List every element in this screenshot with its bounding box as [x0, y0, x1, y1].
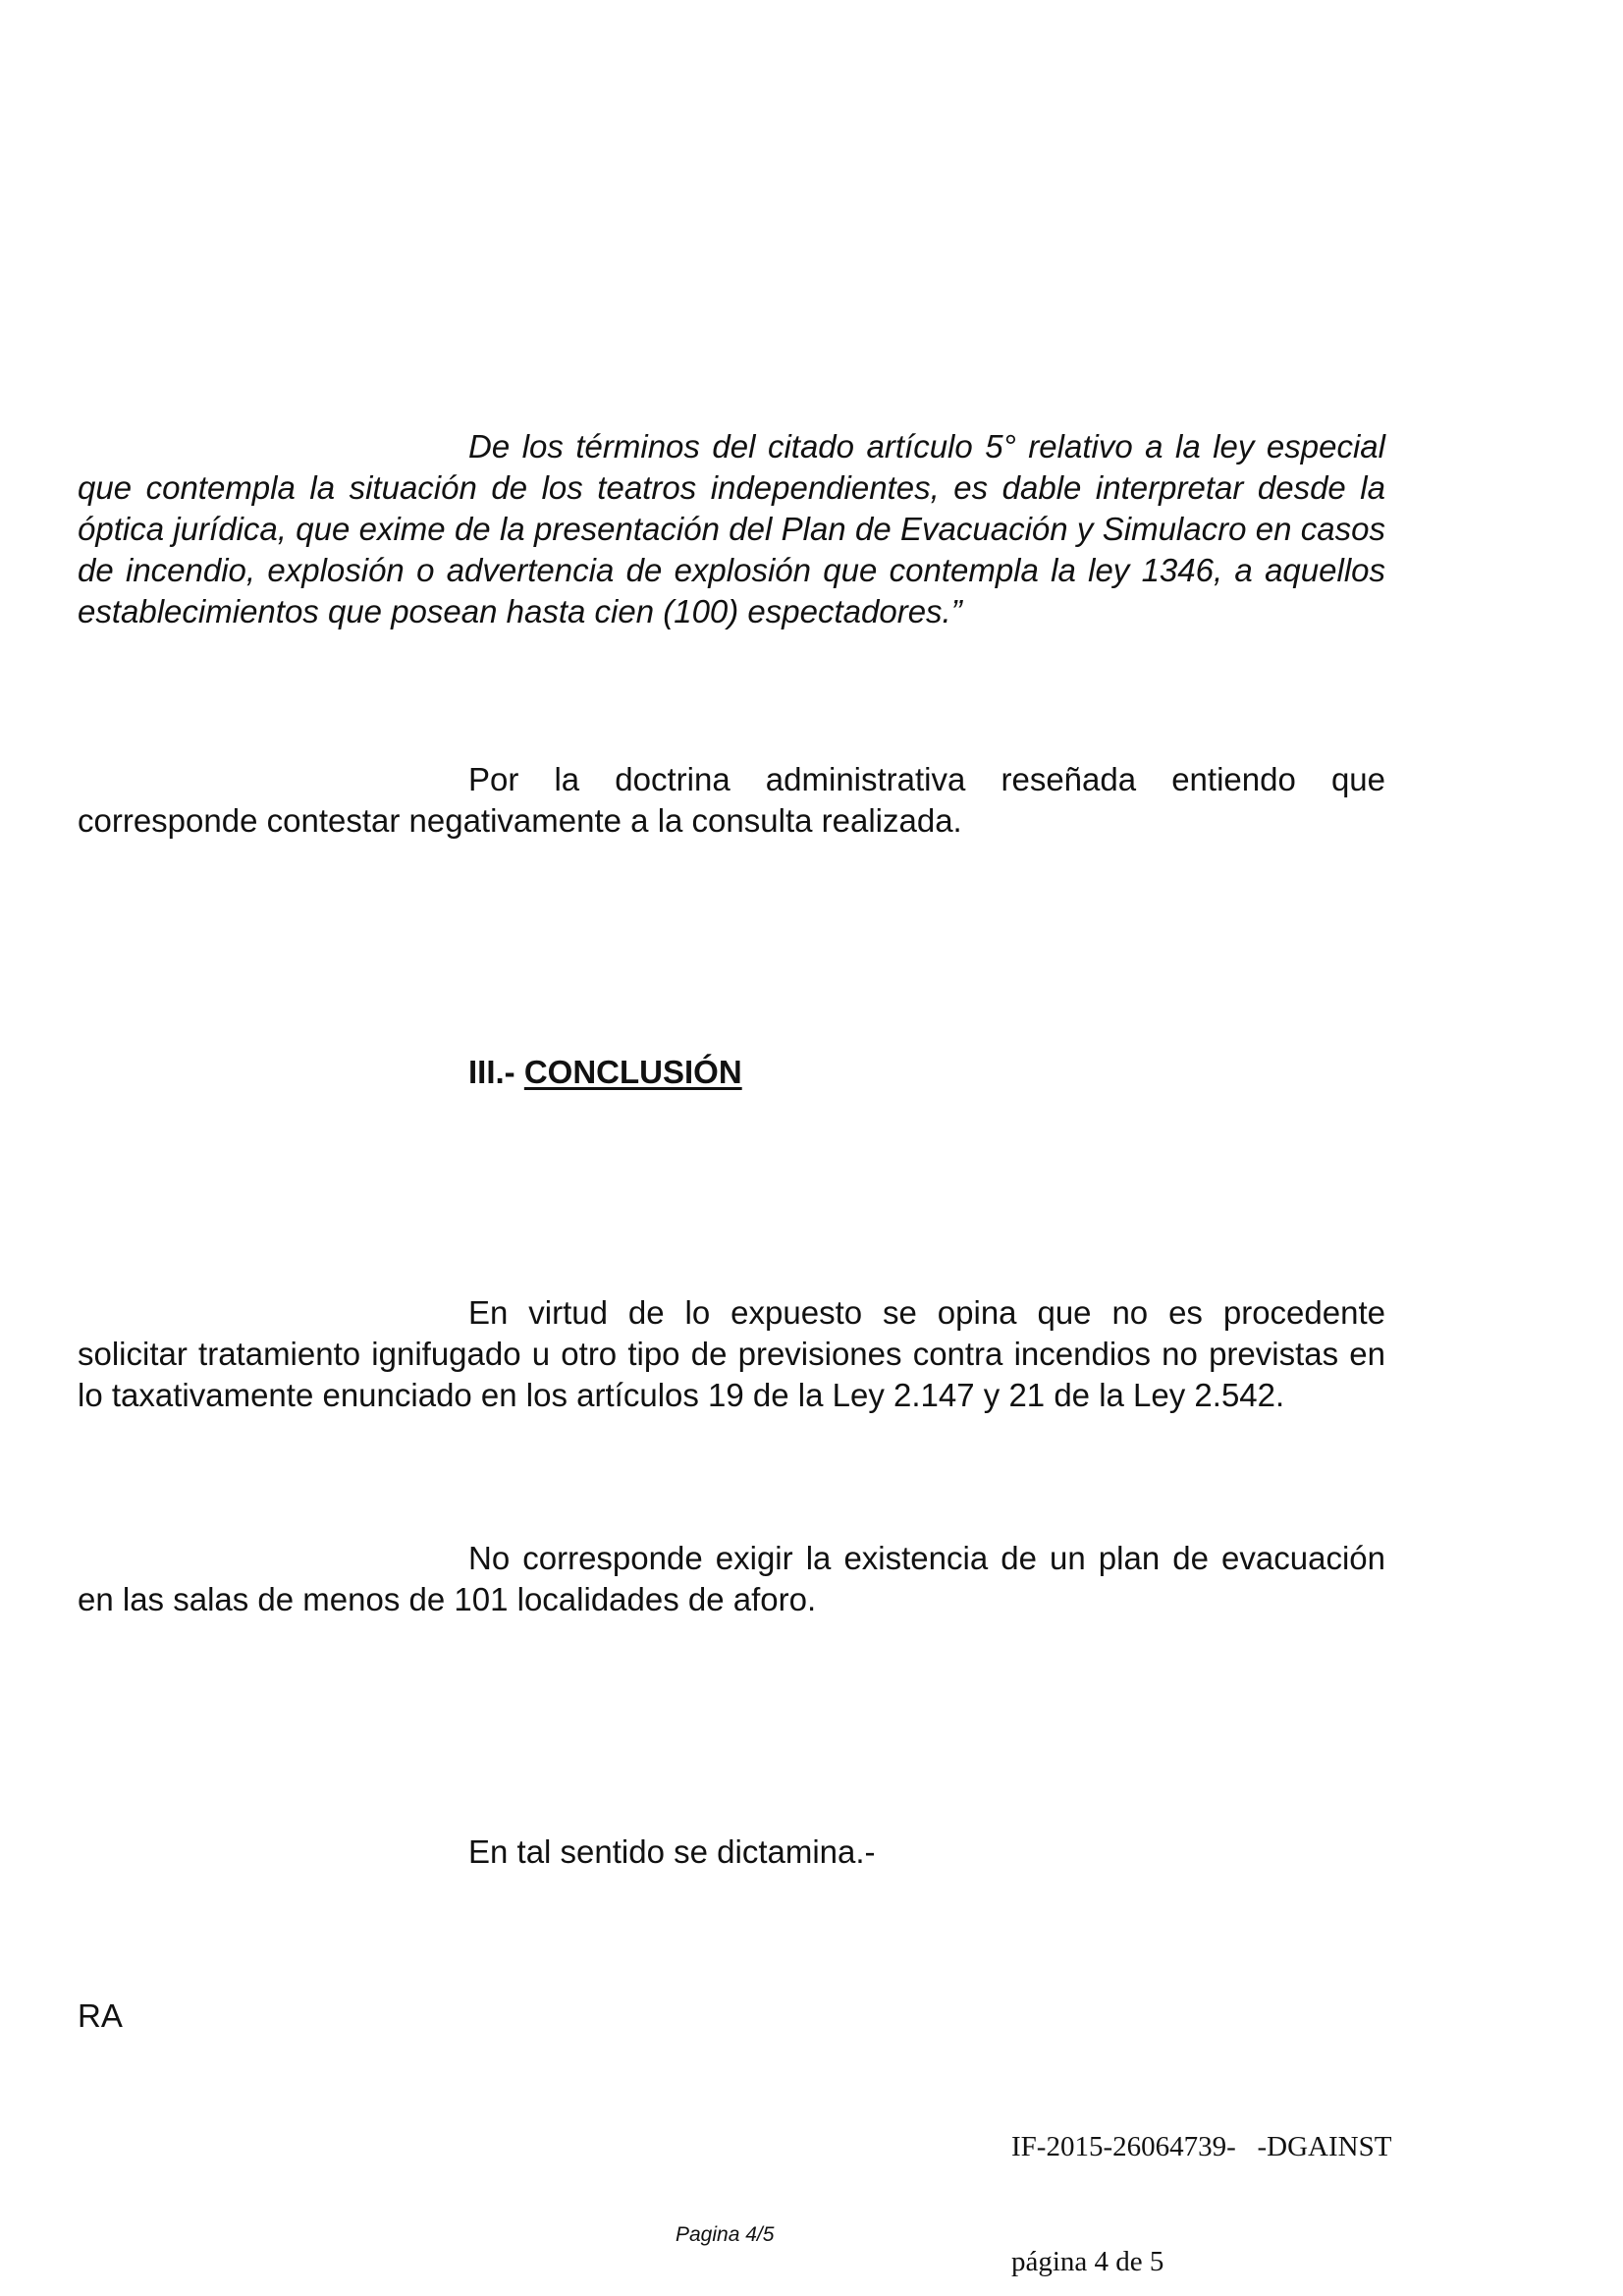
- evacuation-plan-paragraph: No corresponde exigir la existencia de un plan de evacuación en las salas de menos de 101 localidades de aforo.: [78, 1540, 1385, 1617]
- document-id: IF-2015-26064739- -DGAINST: [1011, 2131, 1392, 2162]
- page-number: página 4 de 5: [1011, 2246, 1164, 2277]
- conclusion-paragraph: En virtud de lo expuesto se opina que no es procedente solicitar tratamiento ignifugado u otro tipo de previsiones contra incendios no previstas en lo taxativamente enunciado en los artículos 19 de la Ley 2.147 y 21 de la Ley 2.542.: [78, 1294, 1385, 1413]
- page-number-small: Pagina 4/5: [676, 2223, 775, 2246]
- section-title: CONCLUSIÓN: [523, 1054, 742, 1090]
- closing-statement: En tal sentido se dictamina.-: [468, 1833, 876, 1870]
- author-initials: RA: [78, 1997, 123, 2034]
- quoted-paragraph: De los términos del citado artículo 5° relativo a la ley especial que contempla la situación de los teatros independientes, es dable interpretar desde la óptica jurídica, que exime de la presentación del Plan de Evacuación y Simulacro en casos de incendio, explosión o advertencia de explosión que contempla la ley 1346, a aquellos establecimientos que posean hasta cien (100) espectadores.”: [78, 428, 1385, 629]
- doctrine-paragraph: Por la doctrina administrativa reseñada entiendo que corresponde contestar negativamente a la consulta realizada.: [78, 761, 1385, 839]
- section-number: III.-: [468, 1054, 515, 1090]
- section-heading: [468, 1052, 742, 1093]
